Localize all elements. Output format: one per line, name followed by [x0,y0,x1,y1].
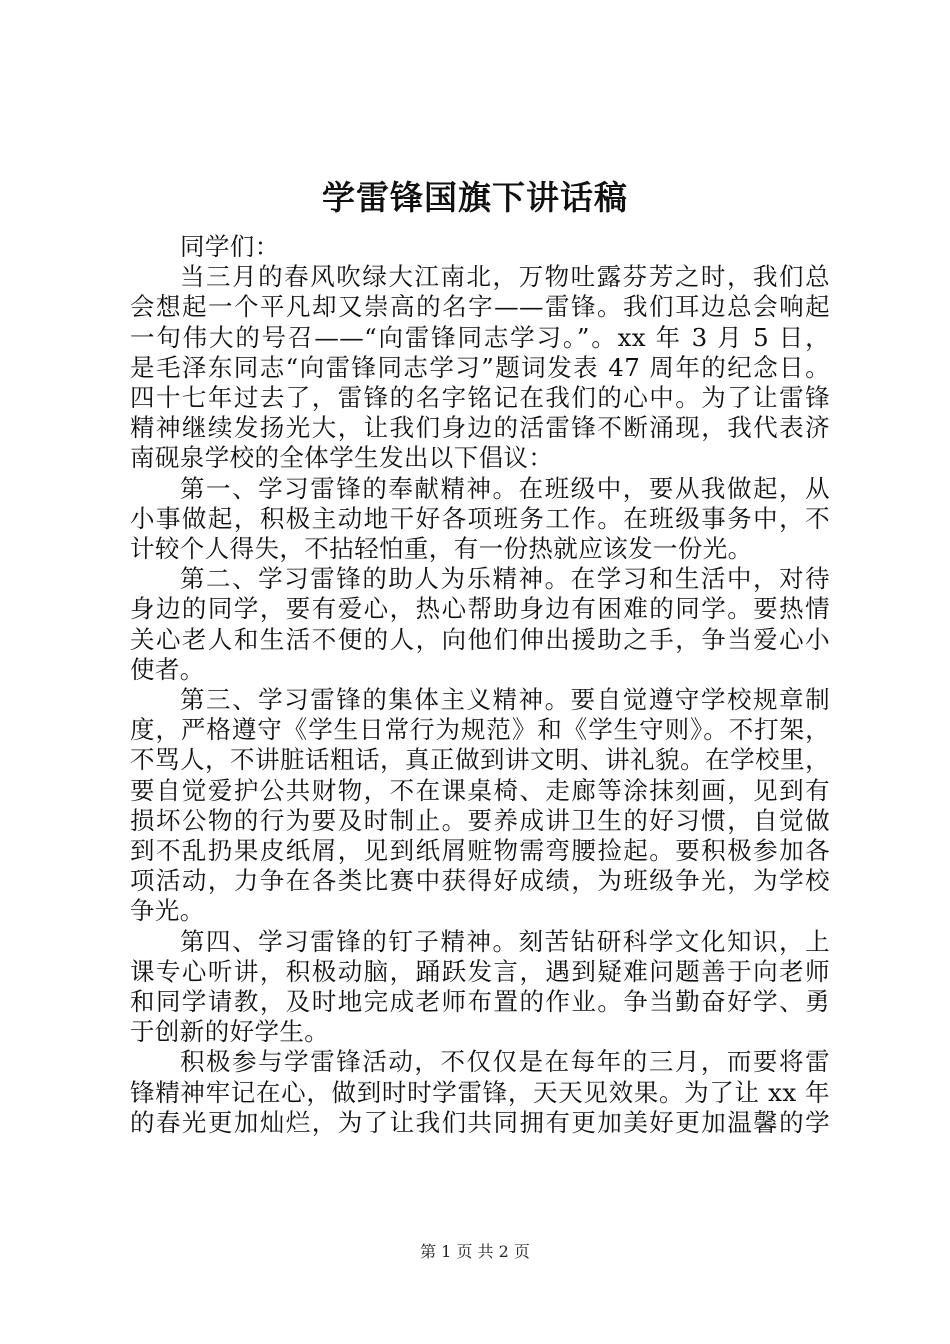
text-line: 关心老人和生活不便的人，向他们伸出援助之手，争当爱心小 [130,624,830,654]
text-line: 项活动，力争在各类比赛中获得好成绩，为班级争光，为学校 [130,866,830,896]
text-line: 课专心听讲，积极动脑，踊跃发言，遇到疑难问题善于向老师 [130,956,830,986]
document-body [130,232,830,1152]
text-line: 争光。 [130,896,205,926]
text-line: 第三、学习雷锋的集体主义精神。要自觉遵守学校规章制 [180,685,830,715]
text-line: 同学们： [180,232,280,261]
text-line: 会想起一个平凡却又崇高的名字——雷锋。我们耳边总会响起 [130,292,830,322]
text-line: 一句伟大的号召——“向雷锋同志学习。”。xx 年 3 月 5 日， [130,322,830,352]
text-line: 第四、学习雷锋的钉子精神。刻苦钻研科学文化知识，上 [180,926,830,956]
text-line: 计较个人得失，不拈轻怕重，有一份热就应该发一份光。 [130,534,753,564]
text-line: 度，严格遵守《学生日常行为规范》和《学生守则》。不打架， [130,715,830,745]
text-line: 不骂人，不讲脏话粗话，真正做到讲文明、讲礼貌。在学校里， [130,745,830,775]
text-line: 身边的同学，要有爱心，热心帮助身边有困难的同学。要热情 [130,594,830,624]
text-line: 第二、学习雷锋的助人为乐精神。在学习和生活中，对待 [180,564,830,594]
text-line: 积极参与学雷锋活动，不仅仅是在每年的三月，而要将雷 [180,1047,830,1077]
text-line: 使者。 [130,654,205,684]
text-line: 于创新的好学生。 [130,1017,330,1047]
text-line: 锋精神牢记在心，做到时时学雷锋，天天见效果。为了让 xx 年 [130,1077,830,1107]
text-line: 精神继续发扬光大，让我们身边的活雷锋不断涌现，我代表济 [130,413,830,443]
text-line: 到不乱扔果皮纸屑，见到纸屑赃物需弯腰捡起。要积极参加各 [130,836,830,866]
text-line: 是毛泽东同志“向雷锋同志学习”题词发表 47 周年的纪念日。 [130,352,830,382]
document-title: 学雷锋国旗下讲话稿 [322,178,628,217]
text-line: 小事做起，积极主动地干好各项班务工作。在班级事务中，不 [130,503,830,533]
page-footer: 第 1 页 共 2 页 [420,1242,530,1261]
text-line: 损坏公物的行为要及时制止。要养成讲卫生的好习惯，自觉做 [130,805,830,835]
text-line: 当三月的春风吹绿大江南北，万物吐露芬芳之时，我们总 [180,262,830,292]
text-line: 第一、学习雷锋的奉献精神。在班级中，要从我做起，从 [180,473,830,503]
text-line: 南砚泉学校的全体学生发出以下倡议： [130,443,554,473]
text-line: 和同学请教，及时地完成老师布置的作业。争当勤奋好学、勇 [130,987,830,1017]
text-line: 要自觉爱护公共财物，不在课桌椅、走廊等涂抹刻画，见到有 [130,775,830,805]
text-line: 四十七年过去了，雷锋的名字铭记在我们的心中。为了让雷锋 [130,383,830,413]
text-line: 的春光更加灿烂，为了让我们共同拥有更加美好更加温馨的学 [130,1107,830,1137]
